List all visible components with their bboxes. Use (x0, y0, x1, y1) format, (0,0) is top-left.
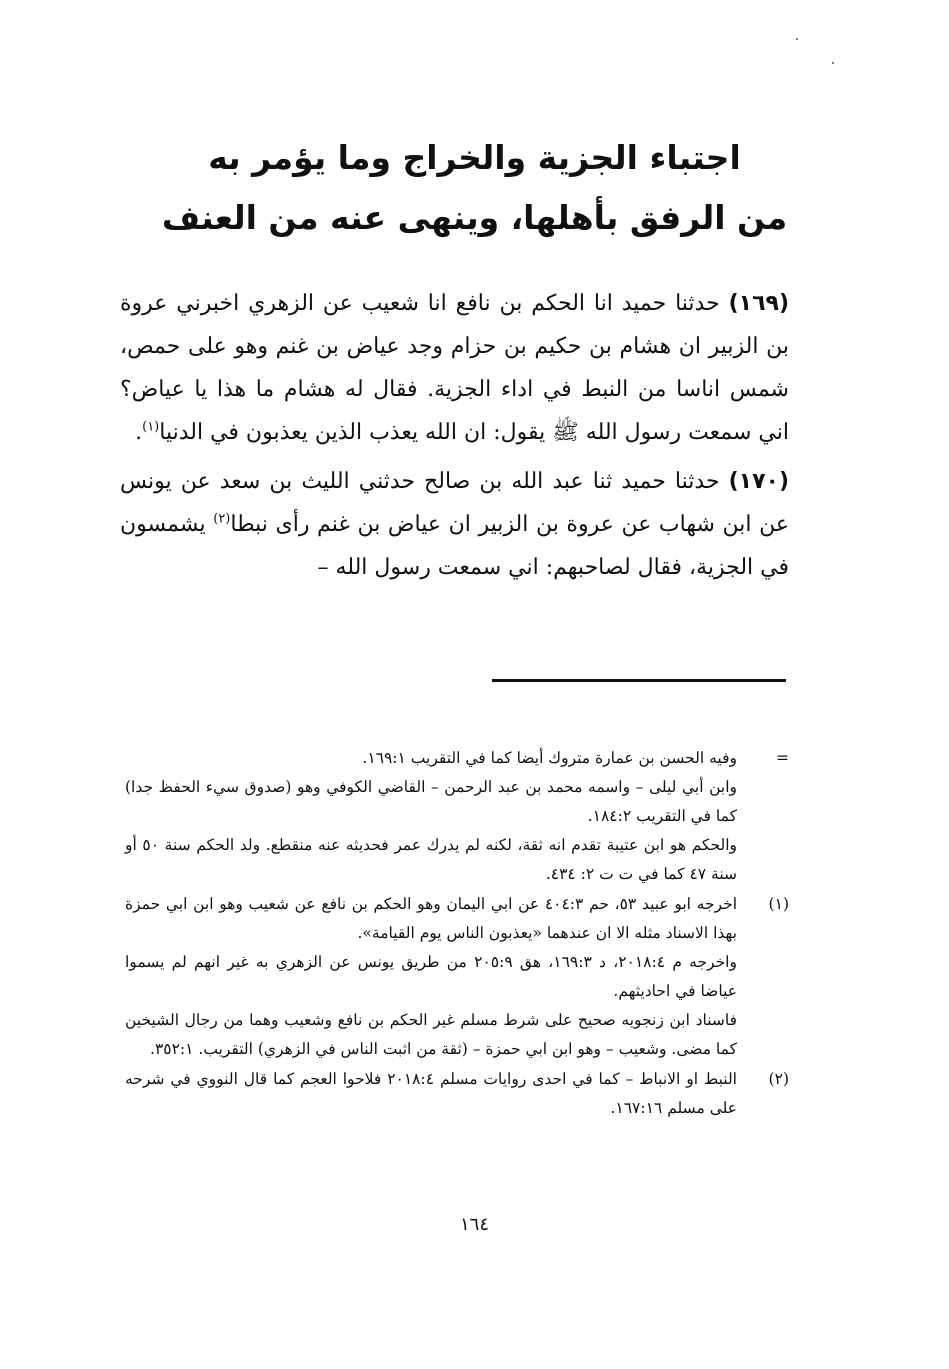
hadith-text: حدثنا حميد انا الحكم بن نافع انا شعيب عن الزهري اخبرني عروة بن الزبير ان هشام بن حكيم بن حزام وجد عياض بن غنم وهو على حمص، شمس اناسا من النبط في اداء الجزية. فقال له هشام ما هذا يا عياض؟ اني سمعت رسول الله ﷺ يقول: ان الله يعذب الذين يعذبون في الدنيا (120, 291, 789, 445)
footnote-mark: = (776, 749, 789, 767)
hadith-number: (١٧٠) (728, 469, 790, 494)
footnote-text: اخرجه ابو عبيد ٥٣، حم ٤٠٤:٣ عن ابي اليمان وهو الحكم بن نافع عن شعيب وهو ابن ابي حمزة بهذا الاسناد مثله الا ان عندهما «يعذبون الناس يوم القيامة». (125, 895, 737, 942)
footnote-mark: (٢) (768, 1070, 789, 1088)
main-text (120, 282, 789, 589)
footnote-mark: (١) (768, 895, 789, 913)
footnote-text: والحكم هو ابن عتيبة تقدم انه ثقة، لكنه لم يدرك عمر فحديثه عنه منقطع. ولد الحكم سنة ٥٠ أو سنة ٤٧ كما في ت ت ٢: ٤٣٤. (125, 836, 737, 883)
footnote-continued (125, 744, 789, 889)
footnote-text: واخرجه م ٢٠١٨:٤، د ١٦٩:٣، هق ٢٠٥:٩ من طريق يونس عن الزهري به غير انهم لم يسموا عياضا في احاديثهم. (125, 953, 737, 1000)
page-number: ١٦٤ (459, 1214, 489, 1235)
footnote-text: وابن أبي ليلى – واسمه محمد بن عبد الرحمن – القاضي الكوفي وهو (صدوق سيء الحفظ جدا) كما في التقريب ١٨٤:٢. (125, 778, 737, 825)
footnote-text: وفيه الحسن بن عمارة متروك أيضا كما في التقريب ١٦٩:١. (362, 749, 737, 767)
footnotes (125, 744, 789, 1123)
footnote-reference: (٢) (213, 511, 231, 527)
footnote-2 (125, 1065, 789, 1123)
scan-speck (796, 38, 798, 40)
hadith-text-end: يشمسون في الجزية، فقال لصاحبهم: اني سمعت رسول الله – (120, 512, 789, 580)
chapter-title (130, 128, 819, 248)
footnote-separator (492, 679, 786, 682)
hadith-169 (120, 282, 789, 454)
hadith-text: حدثنا حميد ثنا عبد الله بن صالح حدثني الليث بن سعد عن يونس عن ابن شهاب عن عروة بن الزبير ان عياض بن غنم رأى نبطا (120, 469, 789, 537)
hadith-number: (١٦٩) (728, 291, 789, 316)
footnote-1 (125, 890, 789, 1064)
chapter-title-line-2: من الرفق بأهلها، وينهى عنه من العنف (161, 198, 788, 237)
hadith-170 (120, 460, 789, 589)
footnote-text: فاسناد ابن زنجويه صحيح على شرط مسلم غير الحكم بن نافع وشعيب وهما من رجال الشيخين كما مضى. وشعيب – وهو ابن ابي حمزة – (ثقة من اثبت الناس في الزهري) التقريب. ٣٥٢:١. (125, 1011, 737, 1058)
chapter-title-line-1: اجتباء الجزية والخراج وما يؤمر به (208, 138, 741, 177)
footnote-text: النبط او الانباط – كما في احدى روايات مسلم ٢٠١٨:٤ فلاحوا العجم كما قال النووي في شرحه على مسلم ١٦٧:١٦. (125, 1070, 737, 1117)
hadith-text-end: . (135, 420, 143, 445)
footnote-reference: (١) (142, 419, 160, 435)
scan-speck (832, 62, 834, 64)
